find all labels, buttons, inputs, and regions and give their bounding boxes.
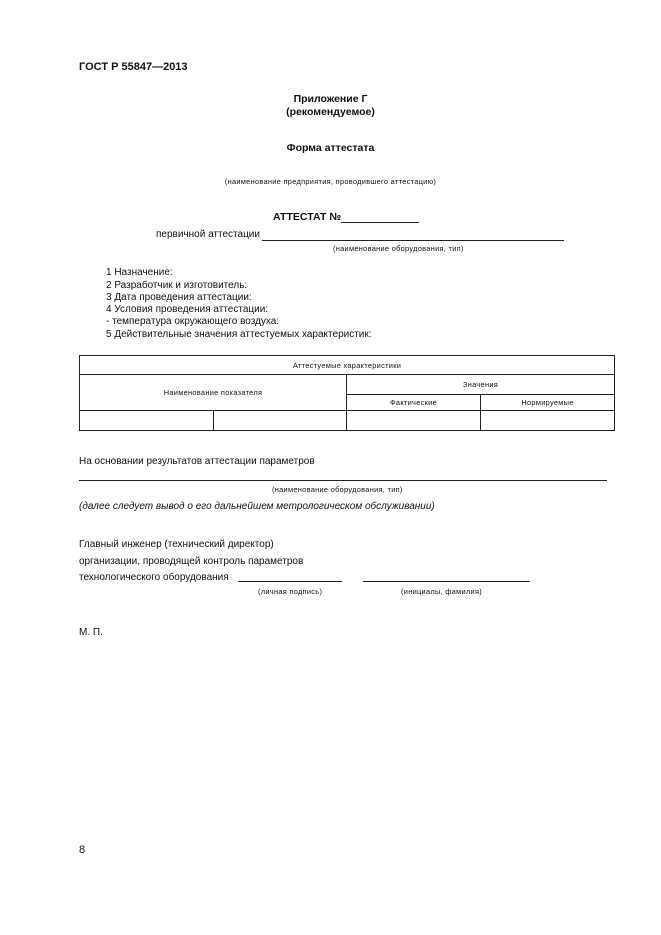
item-purpose: 1 Назначение: [106, 267, 173, 278]
table-cell [347, 411, 481, 431]
appendix-title: Приложение Г [293, 93, 368, 105]
conclusion-equipment-line [79, 480, 607, 481]
document-code: ГОСТ Р 55847—2013 [79, 61, 188, 73]
table-row [80, 411, 615, 431]
item-date: 3 Дата проведения аттестации: [106, 292, 252, 303]
page-number: 8 [79, 844, 86, 856]
item-temperature: - температура окружающего воздуха: [106, 316, 280, 327]
signature-line [238, 581, 342, 582]
attested-characteristics-table [79, 355, 615, 431]
table-cell [214, 411, 347, 431]
primary-attestation-label: первичной аттестации [156, 229, 260, 240]
table-caption: Аттестуемые характеристики [80, 356, 615, 375]
item-actual-values: 5 Действительные значения аттестуемых характеристик: [106, 329, 372, 340]
equipment-name-line [262, 240, 564, 241]
signature-caption: (личная подпись) [258, 587, 323, 596]
table-cell [481, 411, 615, 431]
certificate-title: АТТЕСТАТ № [273, 211, 342, 223]
form-title: Форма аттестата [286, 142, 375, 154]
signatory-title-2: организации, проводящей контроль параметров [79, 556, 304, 567]
column-nominal: Нормируемые [481, 395, 615, 411]
signatory-title-3: технологического оборудования [79, 572, 229, 583]
name-caption: (инициалы, фамилия) [401, 587, 483, 596]
signatory-title-1: Главный инженер (технический директор) [79, 539, 274, 550]
stamp-place: М. П. [79, 627, 103, 638]
conclusion-note: (далее следует вывод о его дальнейшем метрологическом обслуживании) [79, 501, 435, 512]
organization-caption: (наименование предприятия, проводившего аттестацию) [224, 177, 437, 186]
conclusion-equipment-caption: (наименование оборудования, тип) [272, 485, 403, 494]
name-line [363, 581, 530, 582]
item-developer: 2 Разработчик и изготовитель: [106, 280, 248, 291]
table-cell [80, 411, 214, 431]
column-values: Значения [347, 375, 615, 395]
column-actual: Фактические [347, 395, 481, 411]
item-conditions: 4 Условия проведения аттестации: [106, 304, 269, 315]
column-indicator-name: Наименование показателя [80, 375, 347, 411]
conclusion-text: На основании результатов аттестации параметров [79, 456, 315, 467]
equipment-caption: (наименование оборудования, тип) [333, 244, 464, 253]
certificate-number-line [341, 222, 419, 223]
appendix-status: (рекомендуемое) [286, 106, 375, 118]
